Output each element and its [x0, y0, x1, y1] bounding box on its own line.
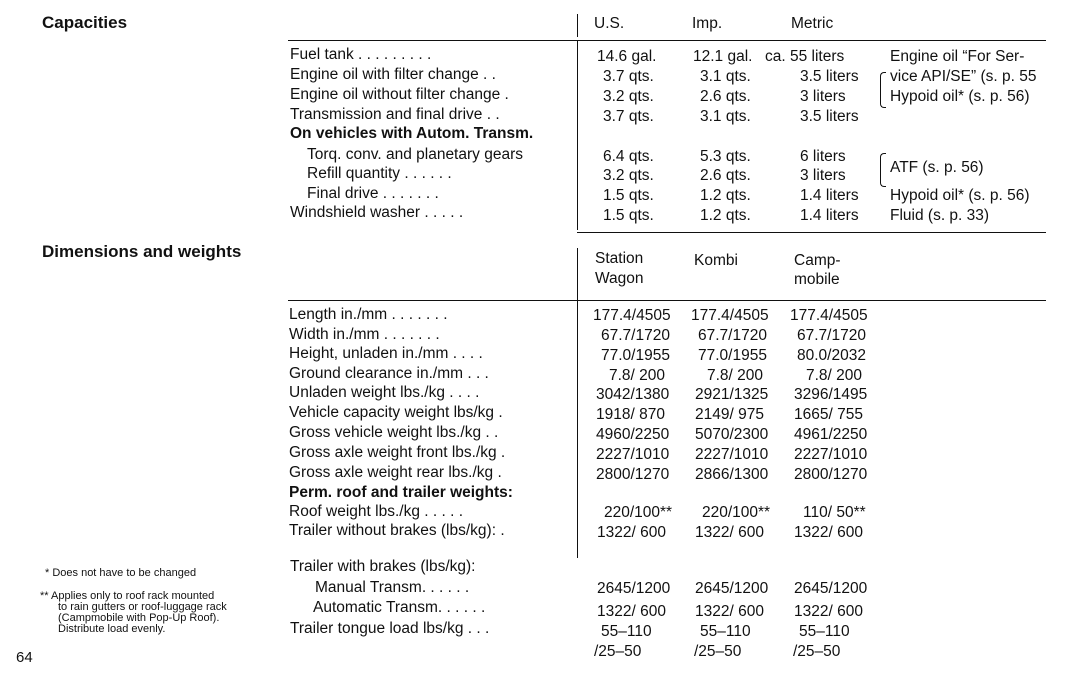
dim-camp-value: 2645/1200	[794, 580, 868, 597]
dim-sw-value: 2227/1010	[596, 446, 670, 463]
capacities-header-rule	[288, 40, 1046, 41]
dim-sw-value: 67.7/1720	[601, 327, 670, 344]
dim-camp-value: 7.8/ 200	[806, 367, 863, 384]
cap-row-label: Torq. conv. and planetary gears	[307, 146, 523, 163]
dim-row-label: Gross axle weight rear lbs./kg .	[289, 464, 502, 481]
cap-us-value: 6.4 qts.	[603, 148, 654, 165]
cap-imp-value: 3.1 qts.	[700, 68, 751, 85]
cap-metric-value: 6 liters	[800, 148, 846, 165]
cap-metric-value: 3 liters	[800, 167, 846, 184]
dim-camp-value: /25–50	[793, 643, 841, 660]
cap-subheading: On vehicles with Autom. Transm.	[290, 125, 534, 142]
cap-us-value: 1.5 qts.	[603, 187, 654, 204]
remark-atf: ATF (s. p. 56)	[890, 159, 984, 176]
header-campmobile: Camp-	[794, 252, 841, 269]
cap-metric-value: ca. 55 liters	[765, 48, 845, 65]
dim-kombi-value: 2149/ 975	[695, 406, 764, 423]
dim-camp-value: 55–110	[799, 623, 850, 640]
header-station-wagon: Wagon	[595, 270, 644, 287]
remark-hypoid-oil: Hypoid oil* (s. p. 56)	[890, 88, 1030, 105]
cap-metric-value: 3 liters	[800, 88, 846, 105]
remark-fluid: Fluid (s. p. 33)	[890, 207, 990, 224]
cap-imp-value: 3.1 qts.	[700, 108, 751, 125]
dim-kombi-value: 55–110	[700, 623, 751, 640]
dim-camp-value: 80.0/2032	[797, 347, 866, 364]
cap-row-label: Refill quantity . . . . . .	[307, 165, 452, 182]
cap-us-value: 3.2 qts.	[603, 167, 654, 184]
dim-sw-value: 77.0/1955	[601, 347, 670, 364]
dim-camp-value: 1322/ 600	[794, 524, 863, 541]
cap-us-value: 3.7 qts.	[603, 108, 654, 125]
cap-metric-value: 1.4 liters	[800, 187, 859, 204]
remark-engine-oil: vice API/SE” (s. p. 55	[890, 68, 1037, 85]
dim-sw-value: 2645/1200	[597, 580, 671, 597]
cap-metric-value: 1.4 liters	[800, 207, 859, 224]
cap-metric-value: 3.5 liters	[800, 68, 859, 85]
dim-row-label: Trailer tongue load lbs/kg . . .	[290, 620, 490, 637]
dim-sw-value: 220/100**	[604, 504, 673, 521]
dim-row-label: Length in./mm . . . . . . .	[289, 306, 448, 323]
cap-imp-value: 1.2 qts.	[700, 187, 751, 204]
dim-sw-value: 177.4/4505	[593, 307, 671, 324]
dim-kombi-value: 2227/1010	[695, 446, 769, 463]
dim-sw-value: 1322/ 600	[597, 603, 666, 620]
page-number: 64	[16, 649, 33, 666]
dim-kombi-value: 77.0/1955	[698, 347, 767, 364]
dim-row-label: Trailer without brakes (lbs/kg): .	[289, 522, 505, 539]
cap-imp-value: 2.6 qts.	[700, 167, 751, 184]
dim-camp-value: 2227/1010	[794, 446, 868, 463]
cap-row-label: Final drive . . . . . . .	[307, 185, 439, 202]
dim-kombi-value: 7.8/ 200	[707, 367, 764, 384]
cap-us-value: 1.5 qts.	[603, 207, 654, 224]
dim-row-label: Manual Transm. . . . . .	[315, 579, 470, 596]
dim-camp-value: 67.7/1720	[797, 327, 866, 344]
cap-us-value: 3.2 qts.	[603, 88, 654, 105]
cap-row-label: Fuel tank . . . . . . . . .	[290, 46, 432, 63]
footnote: * Does not have to be changed	[45, 567, 197, 579]
footnote: ** Applies only to roof rack mounted	[40, 590, 215, 602]
dim-sw-value: 7.8/ 200	[609, 367, 666, 384]
dimensions-header-rule	[288, 300, 1046, 301]
dim-kombi-value: 1322/ 600	[695, 603, 764, 620]
dim-kombi-value: 5070/2300	[695, 426, 769, 443]
dim-kombi-value: 177.4/4505	[691, 307, 769, 324]
capacities-column-divider	[577, 40, 578, 230]
dim-row-label: Roof weight lbs./kg . . . . .	[289, 503, 464, 520]
dim-row-label: Width in./mm . . . . . . .	[289, 326, 440, 343]
cap-row-label: Transmission and final drive . .	[290, 106, 500, 123]
dim-row-label: Gross vehicle weight lbs./kg . .	[289, 424, 499, 441]
dim-kombi-value: 2866/1300	[695, 466, 769, 483]
dim-camp-value: 4961/2250	[794, 426, 868, 443]
dimensions-column-divider	[577, 248, 578, 558]
brace-icon	[880, 153, 886, 187]
dim-row-label: Unladen weight lbs./kg . . . .	[289, 384, 480, 401]
dim-camp-value: 1322/ 600	[794, 603, 863, 620]
dimensions-title: Dimensions and weights	[42, 242, 242, 261]
remark-engine-oil: Engine oil “For Ser-	[890, 48, 1025, 65]
dim-subheading: Perm. roof and trailer weights:	[289, 484, 513, 501]
brace-icon	[880, 72, 886, 108]
dim-camp-value: 177.4/4505	[790, 307, 868, 324]
header-kombi: Kombi	[694, 252, 738, 269]
dim-sw-value: 1918/ 870	[596, 406, 665, 423]
header-station-wagon: Station	[595, 250, 644, 267]
footnote: Distribute load evenly.	[58, 623, 166, 635]
dim-camp-value: 2800/1270	[794, 466, 868, 483]
dim-camp-value: 3296/1495	[794, 386, 868, 403]
dim-camp-value: 110/ 50**	[803, 504, 866, 521]
dim-subheading: Trailer with brakes (lbs/kg):	[290, 558, 476, 575]
cap-row-label: Engine oil without filter change .	[290, 86, 509, 103]
dim-sw-value: 55–110	[601, 623, 652, 640]
dim-row-label: Gross axle weight front lbs./kg .	[289, 444, 506, 461]
dim-row-label: Height, unladen in./mm . . . .	[289, 345, 483, 362]
cap-metric-value: 3.5 liters	[800, 108, 859, 125]
capacities-title: Capacities	[42, 13, 128, 32]
dim-kombi-value: 67.7/1720	[698, 327, 767, 344]
dim-sw-value: 3042/1380	[596, 386, 670, 403]
dim-sw-value: 1322/ 600	[597, 524, 666, 541]
cap-imp-value: 12.1 gal.	[693, 48, 753, 65]
header-campmobile: mobile	[794, 271, 840, 288]
remark-hypoid-oil: Hypoid oil* (s. p. 56)	[890, 187, 1030, 204]
footnote: to rain gutters or roof-luggage rack	[58, 601, 227, 613]
dim-sw-value: /25–50	[594, 643, 642, 660]
capacities-bottom-rule	[577, 232, 1046, 233]
dim-kombi-value: 1322/ 600	[695, 524, 764, 541]
capacities-header-divider	[577, 14, 578, 37]
cap-imp-value: 1.2 qts.	[700, 207, 751, 224]
cap-row-label: Engine oil with filter change . .	[290, 66, 496, 83]
dim-kombi-value: 220/100**	[702, 504, 771, 521]
dim-row-label: Automatic Transm. . . . . .	[313, 599, 486, 616]
header-imp: Imp.	[692, 15, 723, 32]
footnote: (Campmobile with Pop-Up Roof).	[58, 612, 220, 624]
dim-kombi-value: 2645/1200	[695, 580, 769, 597]
cap-imp-value: 5.3 qts.	[700, 148, 751, 165]
header-us: U.S.	[594, 15, 625, 32]
cap-row-label: Windshield washer . . . . .	[290, 204, 464, 221]
dim-kombi-value: 2921/1325	[695, 386, 769, 403]
header-metric: Metric	[791, 15, 834, 32]
cap-us-value: 14.6 gal.	[597, 48, 657, 65]
dim-sw-value: 2800/1270	[596, 466, 670, 483]
dim-camp-value: 1665/ 755	[794, 406, 863, 423]
dim-row-label: Ground clearance in./mm . . .	[289, 365, 489, 382]
dim-sw-value: 4960/2250	[596, 426, 670, 443]
dim-kombi-value: /25–50	[694, 643, 742, 660]
dim-row-label: Vehicle capacity weight lbs/kg .	[289, 404, 503, 421]
cap-us-value: 3.7 qts.	[603, 68, 654, 85]
cap-imp-value: 2.6 qts.	[700, 88, 751, 105]
